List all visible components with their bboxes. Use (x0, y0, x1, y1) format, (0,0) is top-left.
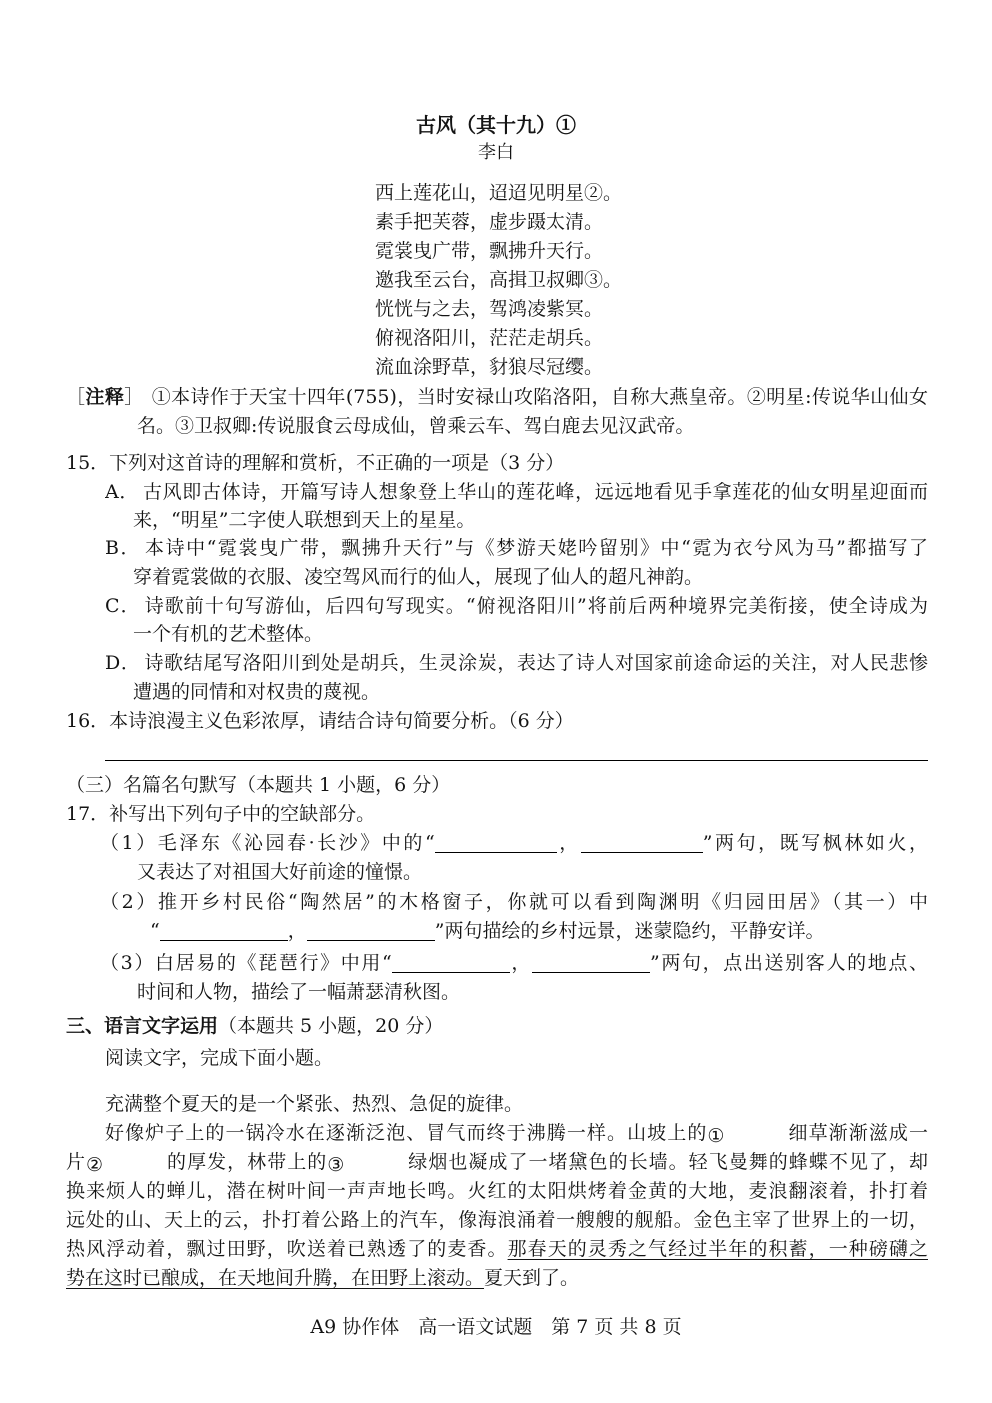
q15-option-c-line-1 (105, 592, 928, 620)
page-footer: A9 协作体 高一语文试题 第 7 页 共 8 页 (310, 1316, 682, 1338)
q15-option-a-text: 古风即古体诗，开篇写诗人想象登上华山的莲花峰，远远地看见手拿莲花的仙女明星迎面而 (143, 481, 928, 503)
q17-item3-blank-2 (532, 952, 650, 973)
part3-instruction: 阅读文字，完成下面小题。 (105, 1047, 334, 1069)
q15-option-d-line-1 (105, 649, 928, 677)
q15-option-b-line-2: 穿着霓裳做的衣服、凌空驾风而行的仙人，展现了仙人的超凡神韵。 (133, 566, 704, 588)
q17-item2-line-1: （2）推开乡村民俗“陶然居”的木格窗子，你就可以看到陶渊明《归园田居》（其一）中 (100, 891, 928, 913)
q17-item1-line-1 (100, 829, 928, 857)
q15-option-b-line-1 (105, 534, 928, 562)
passage-blank-3: ③ (327, 1154, 407, 1176)
q17-item3-line-1 (100, 949, 928, 977)
passage-line-1-text-a: 好像炉子上的一锅冷水在逐渐泛泡、冒气而终于沸腾一样。山坡上的 (105, 1122, 708, 1144)
q15-option-c-label: C． (105, 595, 141, 617)
q17-item3-prefix: （3）白居易的《琵琶行》中用“ (100, 952, 392, 974)
q15-option-d-text: 诗歌结尾写洛阳川到处是胡兵，生灵涂炭，表达了诗人对国家前途命运的关注，对人民悲惨 (144, 652, 928, 674)
notes-line-2: 名。③卫叔卿:传说服食云母成仙，曾乘云车、驾白鹿去见汉武帝。 (137, 415, 695, 437)
passage-paragraph-1: 充满整个夏天的是一个紧张、热烈、急促的旋律。 (105, 1093, 524, 1115)
q17-item1-mid: ， (556, 832, 581, 854)
q17-item1-blank-1 (435, 832, 557, 853)
notes-line-1 (66, 383, 928, 411)
q17-item2-blank-1 (160, 920, 288, 941)
q17-item2-blank-2 (307, 920, 435, 941)
passage-line-1-text-b: 细草渐渐滋成一 (787, 1122, 928, 1144)
q15-option-b-text: 本诗中“霓裳曳广带，飘拂升天行”与《梦游天姥吟留别》中“霓为衣兮风为马”都描写了 (145, 537, 928, 559)
poem-line-7: 流血涂野草，豺狼尽冠缨。 (375, 356, 604, 378)
q17-stem: 17．补写出下列句子中的空缺部分。 (66, 803, 376, 825)
q15-option-c-line-2: 一个有机的艺术整体。 (133, 623, 324, 645)
passage-line-2-text-b: 的厚发，林带上的 (166, 1151, 328, 1173)
q17-item2-line-2 (150, 917, 824, 945)
poem-line-4: 邀我至云台，高揖卫叔卿③。 (375, 269, 623, 291)
q15-option-a-label: A． (105, 481, 140, 503)
q17-item1-prefix: （1）毛泽东《沁园春·长沙》中的“ (100, 832, 435, 854)
q15-option-a-line-2: 来，“明星”二字使人联想到天上的星星。 (133, 509, 476, 531)
passage-line-2-text-a: 片 (66, 1151, 87, 1173)
passage-line-2 (66, 1148, 928, 1176)
passage-line-3: 换来烦人的蝉儿，潜在树叶间一声声地长鸣。火红的太阳烘烤着金黄的大地，麦浪翻滚着，扑打着 (66, 1180, 928, 1202)
q15-option-d-label: D． (105, 652, 141, 674)
passage-line-6-text-b: 夏天到了。 (484, 1267, 580, 1289)
q15-option-d-line-2: 遭遇的同情和对权贵的蔑视。 (133, 681, 381, 703)
passage-underlined-sentence-part-2: 势在这时已酿成，在天地间升腾，在田野上滚动。 (66, 1267, 485, 1289)
notes-bracket-open: ［ (66, 386, 86, 408)
poem-line-1: 西上莲花山，迢迢见明星②。 (375, 182, 623, 204)
q17-item3-line-2: 时间和人物，描绘了一幅萧瑟清秋图。 (137, 981, 461, 1003)
q16-stem: 16．本诗浪漫主义色彩浓厚，请结合诗句简要分析。（6 分） (66, 710, 574, 732)
q17-item2-prefix: “ (150, 920, 160, 942)
passage-line-4: 远处的山、天上的云，扑打着公路上的汽车，像海浪涌着一艘艘的舰船。金色主宰了世界上的一切， (66, 1209, 928, 1231)
part3-heading (66, 1012, 443, 1040)
q17-item1-blank-2 (581, 832, 703, 853)
part3-heading-title: 三、语言文字运用 (66, 1015, 219, 1037)
q17-item1-line-2: 又表达了对祖国大好前途的憧憬。 (137, 861, 423, 883)
passage-underlined-sentence-part-1: 那春天的灵秀之气经过半年的积蓄，一种磅礴之 (507, 1238, 928, 1260)
section-mingpian-heading: （三）名篇名句默写（本题共 1 小题，6 分） (66, 774, 451, 796)
q15-option-b-label: B． (105, 537, 142, 559)
q15-option-c-text: 诗歌前十句写游仙，后四句写现实。“俯视洛阳川”将前后两种境界完美衔接，使全诗成为 (144, 595, 928, 617)
passage-blank-2: ② (86, 1154, 166, 1176)
passage-blank-1: ① (707, 1125, 787, 1147)
q17-item1-suffix: ”两句，既写枫林如火， (702, 832, 928, 854)
q17-item3-blank-1 (392, 952, 510, 973)
passage-line-5 (66, 1235, 928, 1263)
poem-title: 古风（其十九）① (416, 113, 576, 137)
passage-line-6 (66, 1264, 579, 1292)
q17-item3-suffix: ”两句，点出送别客人的地点、 (650, 952, 928, 974)
poem-line-5: 恍恍与之去，驾鸿凌紫冥。 (375, 298, 604, 320)
passage-line-2-text-c: 绿烟也凝成了一堵黛色的长墙。轻飞曼舞的蜂蝶不见了，却 (407, 1151, 928, 1173)
q17-item2-mid: ， (287, 920, 307, 942)
q17-item2-suffix: ”两句描绘的乡村远景，迷蒙隐约，平静安详。 (434, 920, 825, 942)
q15-option-a-line-1 (105, 478, 928, 506)
q16-answer-line (105, 760, 928, 761)
q17-item3-mid: ， (509, 952, 532, 974)
passage-line-1 (105, 1119, 928, 1147)
notes-bracket-close: ］ (124, 386, 144, 408)
notes-text-1: ①本诗作于天宝十四年(755)，当时安禄山攻陷洛阳，自称大燕皇帝。②明星:传说华山仙女 (151, 386, 928, 408)
poem-line-6: 俯视洛阳川，茫茫走胡兵。 (375, 327, 604, 349)
passage-line-5-text-a: 热风浮动着，飘过田野，吹送着已熟透了的麦香。 (66, 1238, 508, 1260)
poem-author: 李白 (478, 142, 514, 163)
notes-label: 注释 (85, 386, 125, 408)
poem-line-3: 霓裳曳广带，飘拂升天行。 (375, 240, 604, 262)
part3-heading-score: （本题共 5 小题，20 分） (218, 1015, 444, 1037)
q15-stem: 15．下列对这首诗的理解和赏析，不正确的一项是（3 分） (66, 452, 565, 474)
poem-line-2: 素手把芙蓉，虚步蹑太清。 (375, 211, 604, 233)
